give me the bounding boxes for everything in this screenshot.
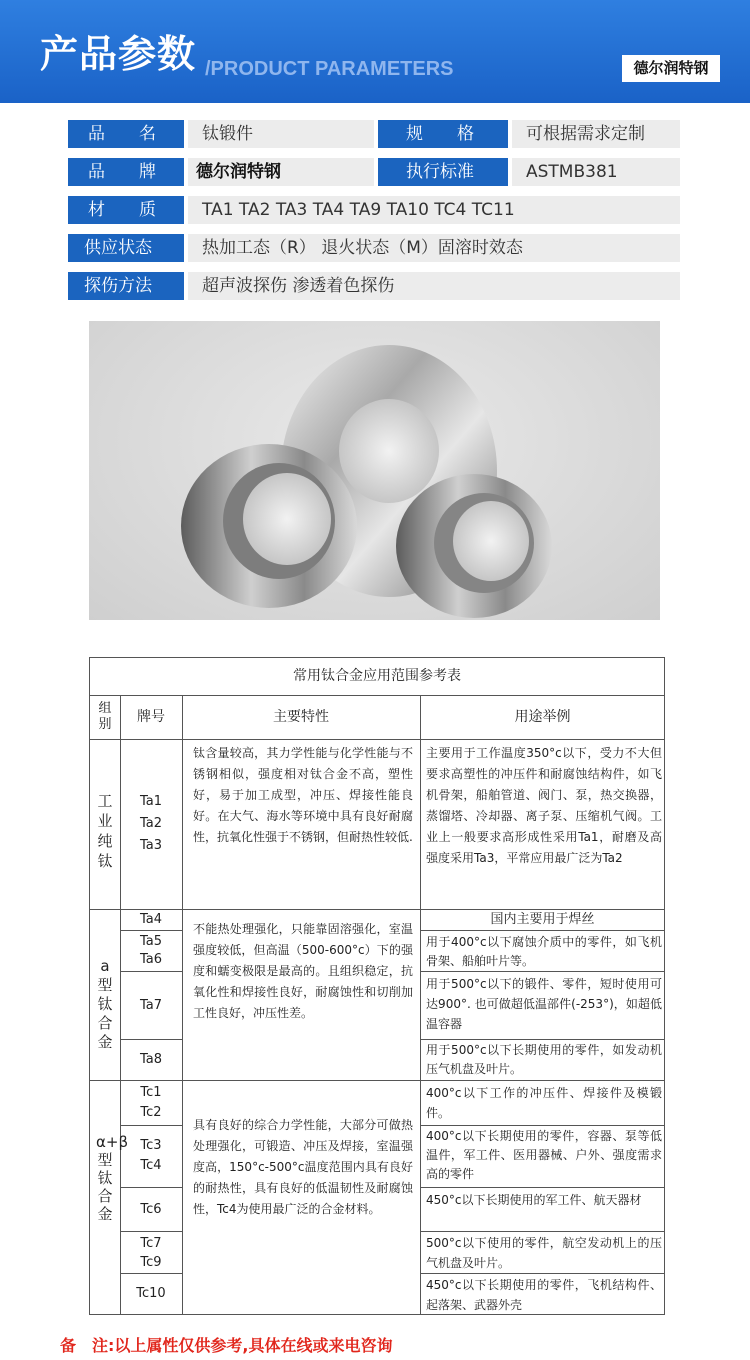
standard-label: 执行标准	[378, 158, 508, 186]
product-photo	[89, 321, 660, 620]
grade-tc3-tc4: Tc3 Tc4	[140, 1138, 162, 1173]
header-grade: 牌号	[137, 709, 165, 725]
header-group: 组别	[98, 701, 112, 732]
grade-ta5-ta6: Ta5 Ta6	[139, 934, 163, 967]
grade-tc7-tc9: Tc7 Tc9	[140, 1236, 162, 1270]
brand-badge: 德尔润特钢	[622, 55, 720, 82]
material-value: TA1 TA2 TA3 TA4 TA9 TA10 TC4 TC11	[188, 196, 680, 224]
grade-ta4: Ta4	[139, 912, 163, 927]
usage-tc3-tc4: 400°c以下长期使用的零件，容器、泵等低温件，军工件、医用器械、户外、强度需求高的零件	[426, 1129, 662, 1181]
brand-value: 德尔润特钢	[188, 158, 374, 186]
inspection-label: 探伤方法	[68, 272, 184, 300]
usage-tc7-tc9: 500°c以下使用的零件，航空发动机上的压气机盘及叶片。	[426, 1236, 662, 1270]
usage-tc1-tc2: 400°c以下工作的冲压件、焊接件及模锻件。	[426, 1086, 662, 1120]
properties-alpha-alloy: 不能热处理强化，只能靠固溶强化，室温强度较低，但高温（500-600°c）下的强度和蠕变极限是最高的。且组织稳定，抗氧化性和焊接性良好，耐腐蚀性和切削加工性良好，冲压性差。	[193, 922, 413, 1020]
header-banner	[0, 0, 750, 103]
page-title: 产品参数	[40, 32, 197, 76]
brand-label: 品 牌	[68, 158, 184, 186]
grade-tc10: Tc10	[136, 1286, 166, 1301]
grade-tc6: Tc6	[140, 1202, 162, 1217]
properties-alpha-beta-alloy: 具有良好的综合力学性能，大部分可做热处理强化，可锻造、冲压及焊接，室温强度高，150°c-500°c温度范围内具有良好的耐热性，具有良好的低温韧性及耐腐蚀性，Tc4为使用最广泛的合金材料。	[193, 1118, 413, 1216]
table-title: 常用钛合金应用范围参考表	[293, 668, 461, 684]
grade-ta8: Ta8	[139, 1052, 163, 1067]
product-name-value: 钛锻件	[188, 120, 374, 148]
page-subtitle: /PRODUCT PARAMETERS	[205, 58, 454, 80]
inspection-value: 超声波探伤 渗透着色探伤	[188, 272, 680, 300]
usage-pure-titanium: 主要用于工作温度350°c以下，受力不大但要求高塑性的冲压件和耐腐蚀结构件，如飞机骨架，船舶管道、阀门、泵，热交换器，蒸馏塔、冷却器、离子泵、压缩机气阀。工业上一般要求高形成性采用Ta1，耐磨及高强度采用Ta3，平常应用最广泛为Ta2	[426, 746, 662, 865]
standard-value: ASTMB381	[512, 158, 680, 186]
usage-tc6: 450°c以下长期使用的军工件、航天器材	[426, 1193, 642, 1207]
grade-ta1-ta3: Ta1 Ta2 Ta3	[139, 794, 163, 853]
header-properties: 主要特性	[273, 709, 329, 725]
header-usage: 用途举例	[514, 709, 571, 725]
group-alpha-alloy: a型钛合金	[97, 957, 113, 1051]
grade-tc1-tc2: Tc1 Tc2	[140, 1085, 162, 1120]
grade-ta7: Ta7	[139, 998, 163, 1013]
titanium-rings-image	[89, 321, 660, 620]
usage-ta4: 国内主要用于焊丝	[490, 912, 595, 927]
usage-ta7: 用于500°c以下的锻件、零件，短时使用可达900°. 也可做超低温部件(-253°)，如超低温容器	[426, 977, 662, 1031]
usage-tc10: 450°c以下长期使用的零件，飞机结构件、起落架、武器外壳	[426, 1278, 662, 1312]
supply-state-value: 热加工态（R） 退火状态（M）固溶时效态	[188, 234, 680, 262]
product-name-label: 品 名	[68, 120, 184, 148]
footer-note: 备 注:以上属性仅供参考,具体在线或来电咨询	[60, 1336, 393, 1355]
spec-value: 可根据需求定制	[512, 120, 680, 148]
material-label: 材 质	[68, 196, 184, 224]
group-pure-titanium: 工业纯钛	[97, 792, 113, 870]
usage-ta5-ta6: 用于400°c以下腐蚀介质中的零件，如飞机骨架、船舶叶片等。	[426, 935, 662, 968]
alloy-reference-table	[89, 657, 665, 1315]
supply-state-label: 供应状态	[68, 234, 184, 262]
properties-pure-titanium: 钛含量较高，其力学性能与化学性能与不锈钢相似，强度相对钛合金不高，塑性好，易于加工成型，冲压、焊接性能良好。在大气、海水等环境中具有良好耐腐性，抗氧化性强于不锈钢，但耐热性较低.	[193, 746, 413, 844]
group-alpha-beta-alloy: α+β型钛合金	[96, 1133, 129, 1223]
usage-ta8: 用于500°c以下长期使用的零件，如发动机压气机盘及叶片。	[426, 1043, 662, 1076]
spec-label: 规 格	[378, 120, 508, 148]
